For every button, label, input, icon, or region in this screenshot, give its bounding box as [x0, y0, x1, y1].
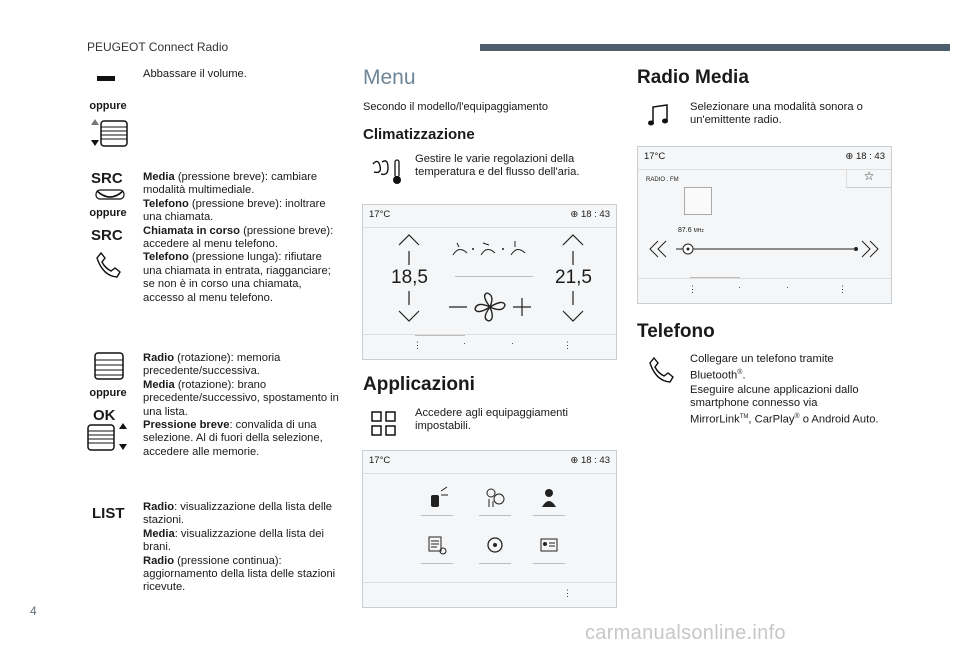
status-bar [363, 451, 616, 474]
music-note-icon [646, 103, 672, 129]
apps-title: Applicazioni [363, 374, 475, 395]
src-line-3: Telefono (pressione lunga): rifiutare una chiamata in entrata, riagganciare; se non è in corso una chiamata, accesso al menu telefono. [143, 251, 331, 304]
list-line-1: Media: visualizzazione della lista dei brani. [143, 527, 324, 554]
radio-line-2: Pressione breve: convalida di una selezione. Al di fuori della selezione, accedere alle memorie. [143, 419, 323, 458]
list-button-label: LIST [92, 505, 125, 522]
clima-title: Climatizzazione [363, 126, 475, 143]
telefono-text: Collegare un telefono tramite Bluetooth®. Eseguire alcune applicazioni dallo smartphone connesso via MirrorLink™, CarPlay® o Android Auto. [690, 353, 879, 427]
radio-media-text: Selezionare una modalità sonora o un'emittente radio. [690, 101, 863, 127]
clock: ⊕ 18 : 43 [845, 151, 885, 162]
station-logo [684, 187, 712, 215]
menu-title: Menu [363, 66, 416, 89]
list-line-2: Radio (pressione continua): aggiornamento della lista delle stazioni ricevute. [143, 554, 336, 594]
clima-text: Gestire le varie regolazioni della temperatura e del flusso dell'aria. [415, 153, 580, 179]
scroll-wheel-icon [86, 118, 130, 150]
app-tile[interactable] [479, 483, 511, 516]
apps-screen [362, 450, 617, 608]
outside-temp: 17°C [369, 209, 391, 220]
src-button-label: SRC [91, 227, 123, 244]
src-button-label: SRC [91, 170, 123, 187]
list-line-0: Radio: visualizzazione della lista delle stazioni. [143, 501, 333, 527]
frequency: 87.6 MHz [678, 227, 704, 234]
src-line-2: Chiamata in corso (pressione breve): accedere al menu telefono. [143, 224, 334, 251]
page-number: 4 [30, 604, 37, 618]
favorite-star-icon[interactable]: ☆ [846, 169, 891, 188]
right-temp-up-icon[interactable] [561, 233, 585, 267]
right-temperature[interactable]: 21,5 [555, 267, 592, 288]
outside-temp: 17°C [369, 455, 391, 466]
radio-line-1: Media (rotazione): brano precedente/successivo, spostamento in una lista. [143, 378, 339, 418]
radio-description [143, 352, 343, 459]
clock: ⊕ 18 : 43 [570, 455, 610, 466]
oppure-label: oppure [89, 100, 127, 112]
oppure-label: oppure [89, 207, 127, 219]
left-temp-up-icon[interactable] [397, 233, 421, 267]
apps-grid-icon [370, 410, 398, 438]
watermark: carmanualsonline.info [585, 622, 786, 644]
clima-screen [362, 204, 617, 360]
band-label: RADIO . FM [646, 177, 679, 183]
list-description [143, 501, 343, 595]
status-bar [638, 147, 891, 170]
dot-icon: · [463, 338, 466, 348]
radio-screen [637, 146, 892, 304]
header-bar [480, 44, 950, 51]
dot-icon: · [511, 338, 514, 348]
climate-icon [370, 158, 404, 186]
ok-button-label: OK [93, 407, 116, 424]
app-tile[interactable] [533, 483, 565, 516]
divider [455, 276, 533, 277]
bottom-bar [363, 582, 616, 607]
app-tile[interactable] [479, 531, 511, 564]
left-temperature[interactable]: 18,5 [391, 267, 428, 288]
app-tile[interactable] [421, 483, 453, 516]
airflow-modes-icon[interactable] [449, 237, 535, 259]
app-tile[interactable] [533, 531, 565, 564]
radio-media-title: Radio Media [637, 67, 749, 88]
scroll-wheel-icon [86, 422, 132, 454]
wheel-icon [93, 351, 125, 381]
oppure-label: oppure [89, 387, 127, 399]
right-temp-down-icon[interactable] [561, 289, 585, 323]
fan-icon[interactable] [447, 291, 533, 323]
frequency-slider[interactable] [646, 237, 882, 261]
dot-icon: · [786, 282, 789, 292]
telefono-title: Telefono [637, 321, 715, 342]
lower-volume-text: Abbassare il volume. [143, 68, 247, 80]
outside-temp: 17°C [644, 151, 666, 162]
running-header: PEUGEOT Connect Radio [87, 40, 229, 54]
menu-dots-icon[interactable]: ⋮ [563, 588, 572, 598]
phone-icon [93, 250, 123, 280]
src-description [143, 171, 343, 305]
minus-icon [97, 76, 115, 81]
clock: ⊕ 18 : 43 [570, 209, 610, 220]
app-tile[interactable] [421, 531, 453, 564]
status-bar [363, 205, 616, 228]
src-line-0: Media (pressione breve): cambiare modalità multimediale. [143, 171, 318, 197]
bottom-bar [363, 334, 616, 359]
menu-dots-icon[interactable]: ⋮ [413, 340, 422, 350]
menu-dots-icon[interactable]: ⋮ [838, 284, 847, 294]
phone-arc-icon [95, 189, 125, 201]
dot-icon: · [738, 282, 741, 292]
left-temp-down-icon[interactable] [397, 289, 421, 323]
menu-dots-icon[interactable]: ⋮ [688, 284, 697, 294]
radio-line-0: Radio (rotazione): memoria precedente/successiva. [143, 352, 281, 378]
src-line-1: Telefono (pressione breve): inoltrare una chiamata. [143, 197, 326, 224]
menu-subtitle: Secondo il modello/l'equipaggiamento [363, 101, 548, 113]
bottom-bar [638, 278, 891, 303]
apps-text: Accedere agli equipaggiamenti impostabili. [415, 407, 568, 433]
phone-icon [646, 355, 676, 385]
menu-dots-icon[interactable]: ⋮ [563, 340, 572, 350]
